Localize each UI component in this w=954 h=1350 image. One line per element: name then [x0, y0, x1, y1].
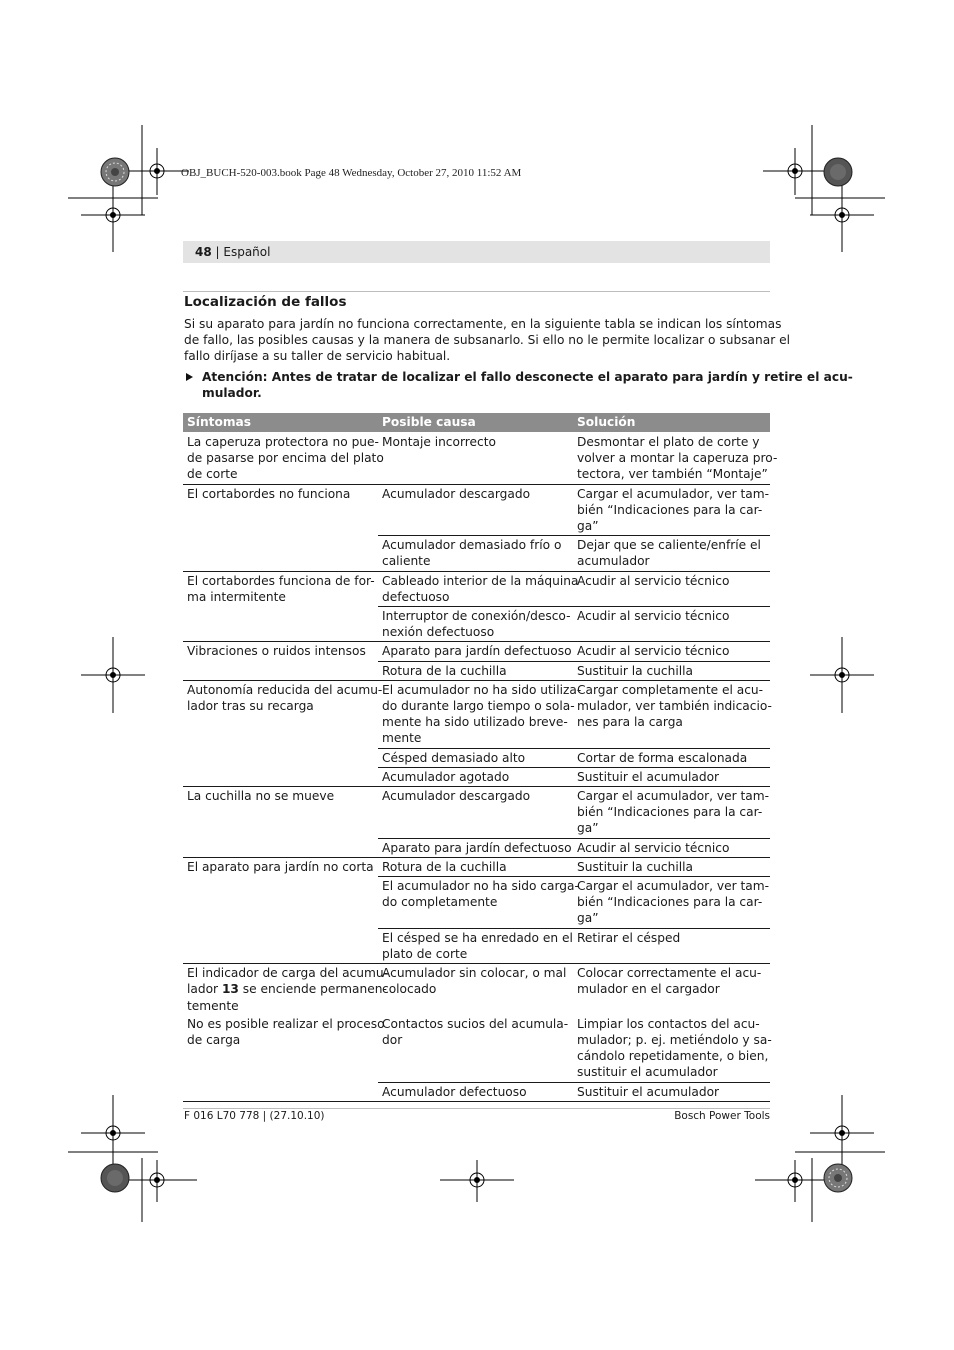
solution-cell — [573, 571, 770, 606]
solution-cell-line: nes para la carga — [577, 715, 683, 730]
symptom-cell — [183, 433, 384, 485]
symptom-cell-line: El aparato para jardín no corta — [187, 859, 374, 874]
symptom-cell-line: lador tras su recarga — [187, 699, 314, 714]
column-header-solution: Solución — [573, 413, 770, 433]
table-row — [183, 433, 770, 485]
table-row — [183, 571, 770, 606]
table-row — [183, 857, 770, 876]
cause-cell-line: Acumulador descargado — [382, 486, 531, 501]
solution-cell — [573, 680, 770, 748]
color-wheel-top-left — [101, 158, 129, 186]
solution-cell-line: mulador en el cargador — [577, 982, 720, 997]
cause-cell-line: Interruptor de conexión/desco- — [382, 609, 571, 624]
solution-cell — [573, 433, 778, 485]
cause-cell — [378, 680, 582, 748]
cause-cell-line: Aparato para jardín defectuoso — [382, 644, 572, 659]
solution-cell-line: Acudir al servicio técnico — [577, 573, 730, 588]
cause-cell-line: do durante largo tiempo o sola- — [382, 699, 575, 714]
solution-cell — [573, 748, 770, 767]
section-title: Localización de fallos — [184, 294, 347, 310]
solution-cell-line: Cargar completamente el acu- — [577, 682, 764, 697]
cause-cell-line: do completamente — [382, 895, 498, 910]
solution-cell-line: mulador, ver también indicacio- — [577, 699, 772, 714]
solution-cell-line: Sustituir la cuchilla — [577, 859, 693, 874]
page-number: 48 — [195, 245, 212, 259]
cause-cell-line: colocado — [382, 982, 437, 997]
symptom-cell — [183, 857, 378, 963]
solution-cell-line: ga” — [577, 821, 599, 836]
cause-cell-line: Rotura de la cuchilla — [382, 859, 507, 874]
intro-paragraph — [184, 316, 790, 365]
registration-mark-bottom-left — [125, 1160, 197, 1202]
symptom-cell-line: El indicador de carga del acumu- — [187, 966, 388, 981]
solution-cell — [573, 838, 770, 857]
cause-cell-line: Cableado interior de la máquina — [382, 573, 579, 588]
symptom-cell — [183, 1015, 385, 1102]
solution-cell — [573, 787, 770, 839]
color-wheel-top-right — [824, 158, 852, 186]
cause-cell — [378, 536, 573, 571]
solution-cell — [573, 642, 770, 661]
table-row — [183, 484, 770, 536]
solution-cell-line: Acudir al servicio técnico — [577, 840, 730, 855]
cause-cell-line: defectuoso — [382, 589, 450, 604]
warning-note — [184, 369, 853, 401]
symptom-cell-line: de corte — [187, 467, 238, 482]
symptom-cell-line: ma intermitente — [187, 589, 286, 604]
solution-cell — [573, 877, 770, 929]
symptom-cell-line: No es posible realizar el proceso — [187, 1016, 385, 1031]
solution-cell — [573, 964, 770, 1015]
symptom-cell-line: Autonomía reducida del acumu- — [187, 682, 383, 697]
table-row — [183, 680, 770, 748]
section-rule — [183, 291, 770, 292]
symptom-cell-line: Vibraciones o ruidos intensos — [187, 644, 366, 659]
solution-cell-line: cándolo repetidamente, o bien, — [577, 1049, 769, 1064]
table-row — [183, 964, 770, 1015]
cause-cell — [378, 877, 579, 929]
cause-cell-line: Césped demasiado alto — [382, 750, 526, 765]
book-slug-line: OBJ_BUCH-520-003.book Page 48 Wednesday, October 27, 2010 11:52 AM — [181, 167, 522, 179]
cause-cell — [378, 787, 573, 839]
troubleshooting-table — [183, 413, 778, 1102]
cause-cell-line: Aparato para jardín defectuoso — [382, 840, 572, 855]
solution-cell-line: mulador; p. ej. metiéndolo y sa- — [577, 1032, 772, 1047]
solution-cell-line: Sustituir la cuchilla — [577, 663, 693, 678]
solution-cell-line: Retirar el césped — [577, 930, 681, 945]
cause-cell — [378, 1082, 573, 1101]
symptom-cell-line: El cortabordes no funciona — [187, 486, 351, 501]
solution-cell-line: tectora, ver también “Montaje” — [577, 467, 768, 482]
symptom-cell-line: El cortabordes funciona de for- — [187, 573, 375, 588]
color-wheel-bottom-left — [101, 1164, 129, 1192]
solution-cell-line: Cortar de forma escalonada — [577, 750, 748, 765]
solution-cell-line: Limpiar los contactos del acu- — [577, 1016, 760, 1031]
solution-cell-line: Dejar que se caliente/enfríe el — [577, 538, 761, 553]
solution-cell-line: Desmontar el plato de corte y — [577, 435, 760, 449]
cause-cell-line: plato de corte — [382, 946, 468, 961]
solution-cell-line: Sustituir el acumulador — [577, 769, 720, 784]
symptom-cell-line: de pasarse por encima del plato — [187, 451, 384, 466]
solution-cell — [573, 484, 770, 536]
symptom-cell — [183, 642, 378, 680]
cause-cell — [378, 433, 573, 485]
table-row — [183, 787, 770, 839]
symptom-cell — [183, 484, 378, 571]
cause-cell — [378, 642, 573, 661]
symptom-cell — [183, 964, 388, 1015]
page-header-bar — [183, 241, 770, 263]
solution-cell-line: volver a montar la caperuza pro- — [577, 451, 778, 466]
solution-cell — [573, 1015, 770, 1082]
registration-mark-right-upper — [810, 178, 874, 252]
solution-cell-line: ga” — [577, 911, 599, 926]
cause-cell — [378, 857, 573, 876]
symptom-cell-line: de carga — [187, 1032, 241, 1047]
cause-cell-line: nexión defectuoso — [382, 625, 495, 640]
symptom-cell — [183, 680, 383, 786]
cause-cell-line: dor — [382, 1032, 403, 1047]
intro-line: fallo diríjase a su taller de servicio habitual. — [184, 349, 451, 364]
solution-cell-line: ga” — [577, 519, 599, 534]
table-header-row — [183, 413, 770, 433]
solution-cell-line: Cargar el acumulador, ver tam- — [577, 789, 770, 804]
solution-cell-line: Acudir al servicio técnico — [577, 644, 730, 659]
cause-cell — [378, 964, 573, 1015]
cause-cell-line: Montaje incorrecto — [382, 435, 496, 449]
symptom-cell — [183, 571, 378, 642]
cause-cell-line: Acumulador descargado — [382, 789, 531, 804]
registration-mark-bottom-right — [755, 1160, 835, 1202]
cause-cell — [378, 607, 573, 642]
warning-line: mulador. — [202, 386, 262, 401]
symptom-cell-line: temente — [187, 998, 239, 1013]
cause-cell-line: El acumulador no ha sido carga- — [382, 879, 579, 894]
cause-cell — [378, 484, 573, 536]
cause-cell — [378, 571, 579, 606]
registration-mark-top-right — [763, 148, 827, 195]
cause-cell-line: El césped se ha enredado en el — [382, 930, 573, 945]
cause-cell-line: mente — [382, 731, 422, 746]
symptom-cell — [183, 787, 378, 858]
solution-cell-line: acumulador — [577, 554, 650, 569]
color-wheel-bottom-right — [824, 1164, 852, 1192]
registration-mark-left-middle — [81, 637, 145, 713]
cause-cell-line: mente ha sido utilizado breve- — [382, 715, 568, 730]
symptom-cell-line: La cuchilla no se mueve — [187, 789, 335, 804]
solution-cell-line: bién “Indicaciones para la car- — [577, 805, 763, 820]
solution-cell-line: Acudir al servicio técnico — [577, 609, 730, 624]
solution-cell — [573, 767, 770, 786]
solution-cell-line: Cargar el acumulador, ver tam- — [577, 486, 770, 501]
solution-cell-line: bién “Indicaciones para la car- — [577, 895, 763, 910]
solution-cell — [573, 1082, 770, 1101]
cause-cell — [378, 838, 573, 857]
cause-cell-line: El acumulador no ha sido utiliza- — [382, 682, 582, 697]
footer-brand: Bosch Power Tools — [674, 1110, 770, 1122]
table-body — [183, 433, 778, 1102]
cause-cell-line: caliente — [382, 554, 431, 569]
cause-cell-line: Acumulador defectuoso — [382, 1084, 527, 1099]
cause-cell-line: Acumulador sin colocar, o mal — [382, 966, 567, 981]
cause-cell-line: Acumulador agotado — [382, 769, 510, 784]
solution-cell — [573, 536, 770, 571]
column-header-cause: Posible causa — [378, 413, 573, 433]
footer-rule — [183, 1108, 770, 1109]
intro-line: Si su aparato para jardín no funciona correctamente, en la siguiente tabla se indican los síntomas — [184, 317, 782, 331]
intro-line: de fallo, las posibles causas y la manera de subsanarlo. Si ello no le permite localizar o subsanar el — [184, 333, 790, 348]
cause-cell-line: Acumulador demasiado frío o — [382, 538, 562, 553]
solution-cell-line: bién “Indicaciones para la car- — [577, 502, 763, 517]
registration-mark-left-lower — [81, 1095, 145, 1171]
footer-document-code: F 016 L70 778 | (27.10.10) — [184, 1110, 325, 1122]
registration-mark-right-lower — [810, 1095, 874, 1171]
triangle-bullet-icon — [186, 373, 193, 381]
warning-line: Atención: Antes de tratar de localizar el fallo desconecte el aparato para jardín y retire el acu- — [202, 370, 853, 384]
solution-cell-line: Cargar el acumulador, ver tam- — [577, 879, 770, 894]
solution-cell — [573, 661, 770, 680]
solution-cell — [573, 607, 770, 642]
cause-cell — [378, 1015, 573, 1082]
registration-mark-bottom-center — [440, 1160, 514, 1202]
solution-cell-line: Colocar correctamente el acu- — [577, 966, 762, 981]
table-row — [183, 1015, 770, 1082]
symptom-cell-line: La caperuza protectora no pue- — [187, 435, 379, 449]
registration-mark-left-upper — [81, 178, 145, 252]
cause-cell — [378, 748, 573, 767]
registration-mark-right-middle — [810, 637, 874, 713]
registration-mark-top-left — [125, 148, 189, 195]
cause-cell-line: Contactos sucios del acumula- — [382, 1016, 569, 1031]
solution-cell — [573, 928, 770, 963]
header-language: Español — [223, 245, 271, 259]
header-separator: | — [211, 245, 224, 259]
solution-cell-line: Sustituir el acumulador — [577, 1084, 720, 1099]
symptom-cell-line: lador 13 se enciende permanen- — [187, 982, 387, 997]
cause-cell — [378, 928, 573, 963]
solution-cell — [573, 857, 770, 876]
cause-cell — [378, 661, 573, 680]
solution-cell-line: sustituir el acumulador — [577, 1065, 718, 1080]
cause-cell-line: Rotura de la cuchilla — [382, 663, 507, 678]
cause-cell — [378, 767, 573, 786]
column-header-symptoms: Síntomas — [183, 413, 378, 433]
table-row — [183, 642, 770, 661]
